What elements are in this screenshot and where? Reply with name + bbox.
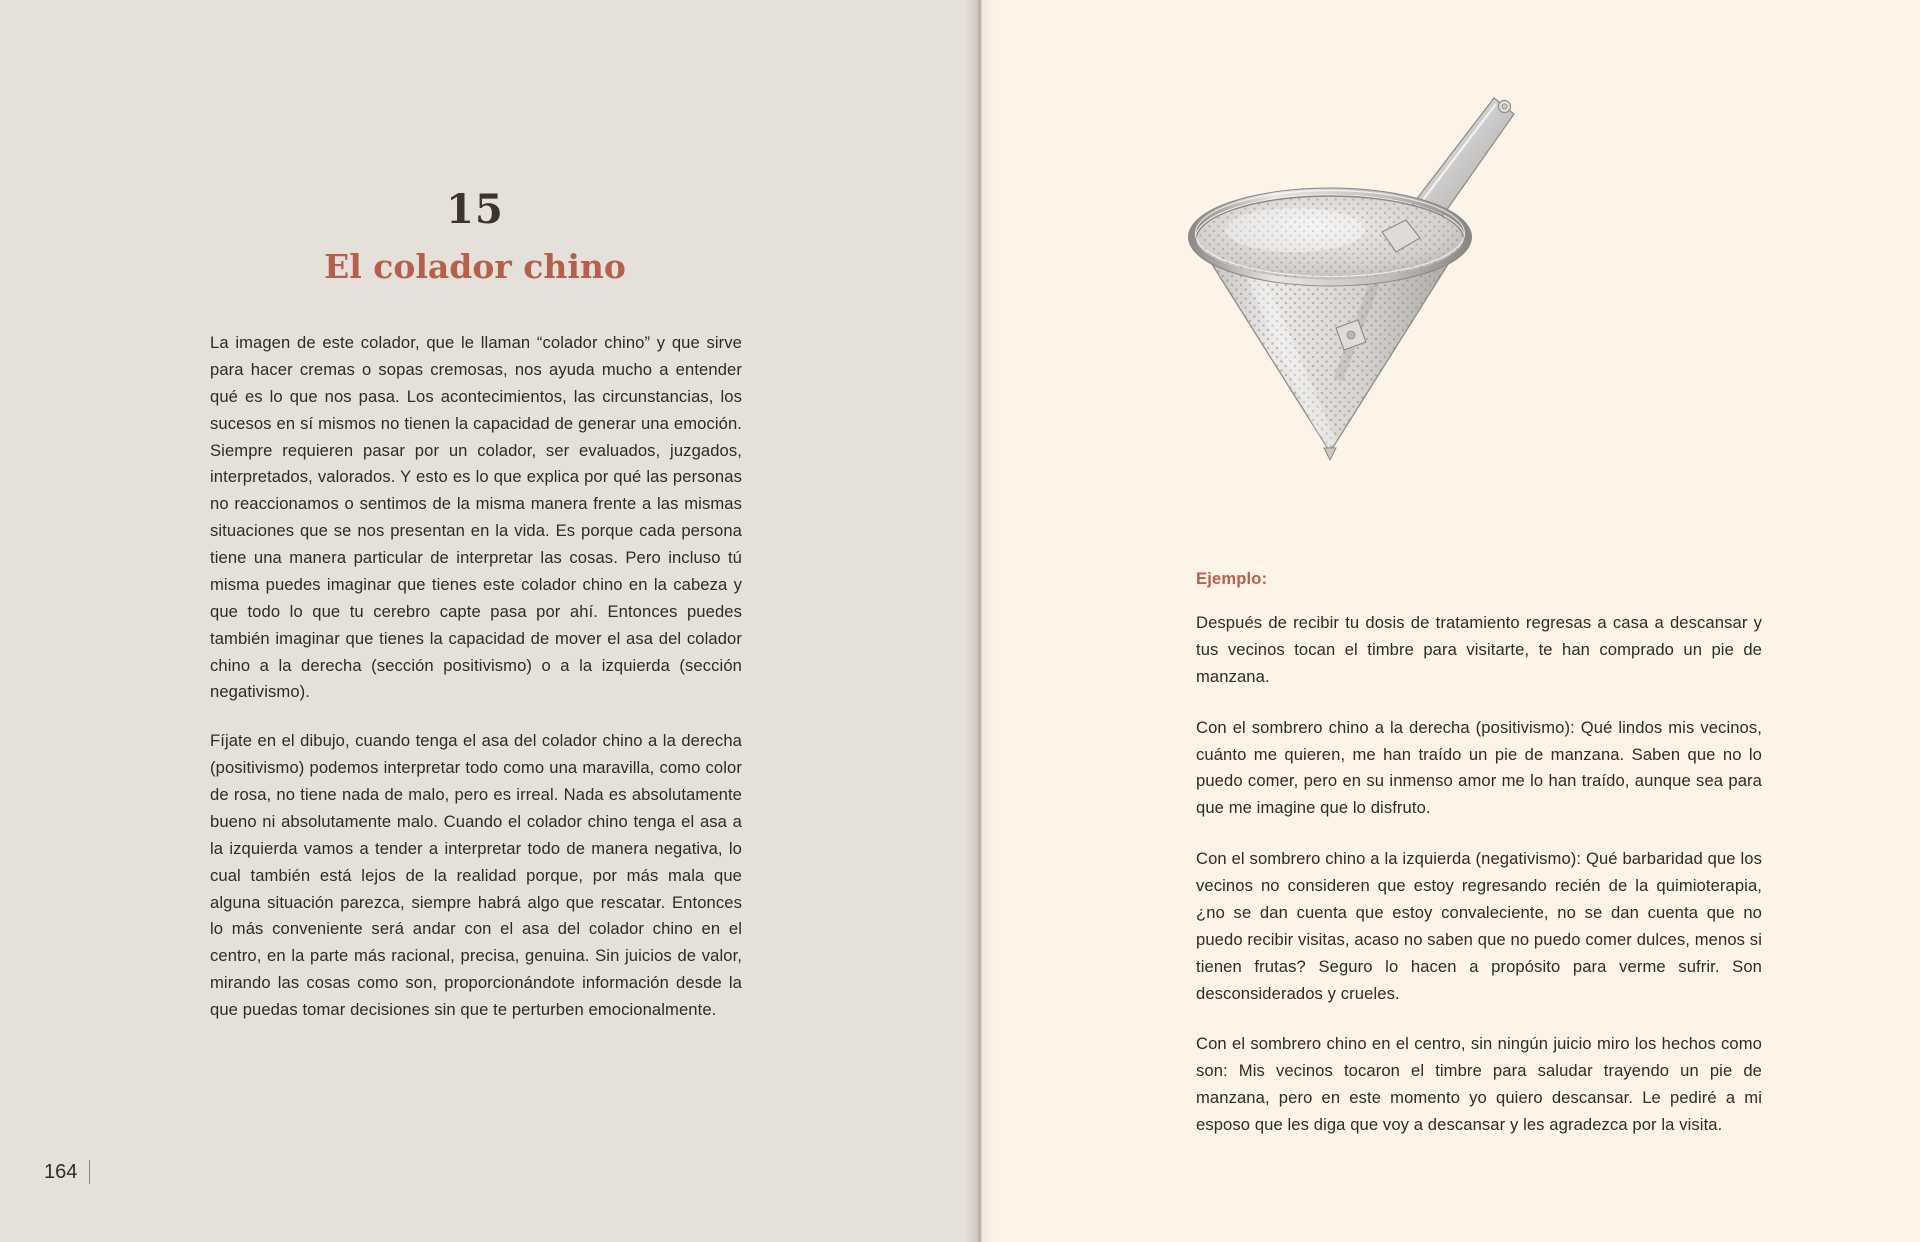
paragraph: Con el sombrero chino a la izquierda (negativismo): Qué barbaridad que los vecinos no consideren que estoy regresando recién de la quimioterapia, ¿no se dan cuenta que estoy convaleciente, no se dan cuenta que no puedo recibir visitas, acaso no saben que no puedo comer dulces, menos si tienen frutas? Seguro lo hacen a propósito para verme sufrir. Son desconsiderados y crueles.	[1196, 849, 1762, 1003]
folio-divider	[89, 1160, 90, 1184]
right-page	[980, 0, 1920, 1242]
page-number: 164	[44, 1160, 78, 1183]
chapter-title: El colador chino	[324, 247, 626, 286]
paragraph: Con el sombrero chino a la derecha (positivismo): Qué lindos mis vecinos, cuánto me quieren, me han traído un pie de manzana. Saben que no lo puedo comer, pero en su inmenso amor me lo han traído, aunque sea para que me imagine que lo disfruto.	[1196, 717, 1762, 818]
paragraph: La imagen de este colador, que le llaman “colador chino” y que sirve para hacer cremas o sopas cremosas, nos ayuda mucho a entender qué es lo que nos pasa. Los acontecimientos, las circunstancias, los sucesos en sí mismos no tienen la capacidad de generar una emoción. Siempre requieren pasar por un colador, ser evaluados, juzgados, interpretados, valorados. Y esto es lo que explica por qué las personas no reaccionamos o sentimos de la misma manera frente a las mismas situaciones que se nos presentan en la vida. Es porque cada persona tiene una manera particular de interpretar las cosas. Pero incluso tú misma puedes imaginar que tienes este colador chino en la cabeza y que todo lo que tu cerebro capte pasa por ahí. Entonces puedes también imaginar que tienes la capacidad de mover el asa del colador chino a la derecha (sección positivismo) o a la izquierda (sección negativismo).	[210, 333, 742, 702]
chapter-heading	[210, 186, 740, 286]
chinese-strainer-illustration	[1090, 80, 1570, 480]
paragraph: Con el sombrero chino en el centro, sin ningún juicio miro los hechos como son: Mis vecinos tocaron el timbre para saludar trayendo un pie de manzana, pero en este momento yo quiero descansar. Le pediré a mi esposo que les diga que voy a descansar y les agradezca por la visita.	[1196, 1034, 1762, 1134]
paragraph: Fíjate en el dibujo, cuando tenga el asa del colador chino a la derecha (positivismo) podemos interpretar todo como una maravilla, como color de rosa, no tiene nada de malo, pero es irreal. Nada es absolutamente bueno ni absolutamente malo. Cuando el colador chino tenga el asa a la izquierda vamos a tender a interpretar todo de manera negativa, lo cual también está lejos de la realidad porque, por más mala que alguna situación parezca, siempre habrá algo que rescatar. Entonces lo más conveniente será andar con el asa del colador chino en el centro, en la parte más racional, precisa, genuina. Sin juicios de valor, mirando las cosas como son, proporcionándote información desde la que puedas tomar decisiones sin que te perturben emocionalmente.	[210, 731, 742, 1019]
paragraph: Después de recibir tu dosis de tratamiento regresas a casa a descansar y tus vecinos tocan el timbre para visitarte, te han comprado un pie de manzana.	[1196, 613, 1762, 686]
left-body-text	[210, 330, 742, 1046]
example-label: Ejemplo:	[1196, 570, 1268, 588]
right-body-text	[1196, 610, 1762, 1163]
chapter-number: 15	[446, 186, 504, 233]
folio	[44, 1160, 90, 1184]
